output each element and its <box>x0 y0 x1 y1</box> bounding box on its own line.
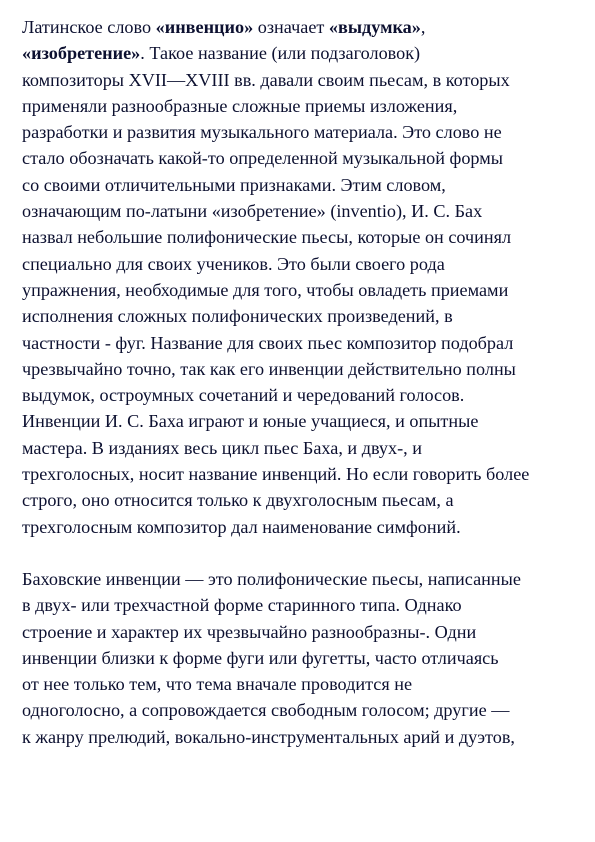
text-run: стало обозначать какой-то определенной музыкальной формы <box>22 148 503 169</box>
text-line <box>22 14 577 40</box>
bold-term: «изобретение» <box>22 43 141 64</box>
text-run: трехголосных, носит название инвенций. Но если говорить более <box>22 464 530 485</box>
text-run: чрезвычайно точно, так как его инвенции действительно полны <box>22 358 516 379</box>
bold-term: «выдумка» <box>328 17 421 37</box>
text-line <box>22 461 577 487</box>
text-run: выдумок, остроумных сочетаний и чередований голосов. <box>22 385 465 406</box>
paragraph-inventions-definition <box>22 14 577 540</box>
text-line <box>22 671 577 697</box>
text-run: композиторы XVII—XVIII вв. давали своим пьесам, в которых <box>22 69 510 90</box>
text-run: частности - фуг. Название для своих пьес композитор подобрал <box>22 332 514 353</box>
text-run: применяли разнообразные сложные приемы изложения, <box>22 95 458 116</box>
text-line <box>22 566 577 592</box>
text-run: специально для своих учеников. Это были своего рода <box>22 253 445 274</box>
text-run: исполнения сложных полифонических произведений, в <box>22 306 453 327</box>
document-page <box>22 14 577 750</box>
text-line <box>22 382 577 408</box>
text-line <box>22 67 577 93</box>
text-run: мастера. В изданиях весь цикл пьес Баха, и двух-, и <box>22 437 423 458</box>
text-run: Баховские инвенции — это полифонические пьесы, написанные <box>22 568 521 589</box>
text-run: Латинское слово <box>22 17 156 37</box>
text-line <box>22 277 577 303</box>
text-line <box>22 724 577 750</box>
paragraph-spacer <box>22 540 577 566</box>
text-line <box>22 224 577 250</box>
text-run: означающим по-латыни «изобретение» (inventio), И. С. Бах <box>22 201 483 222</box>
text-run: упражнения, необходимые для того, чтобы овладеть приемами <box>22 279 509 300</box>
text-run: одноголосно, а сопровождается свободным голосом; другие — <box>22 700 510 721</box>
bold-term: «инвенцио» <box>155 17 254 37</box>
text-run: , <box>420 17 426 37</box>
text-run: Инвенции И. С. Баха играют и юные учащиеся, и опытные <box>22 411 479 432</box>
text-run: разработки и развития музыкального материала. Это слово не <box>22 122 502 143</box>
text-run: назвал небольшие полифонические пьесы, которые он сочинял <box>22 227 512 248</box>
text-run: к жанру прелюдий, вокально-инструментальных арий и дуэтов, <box>22 726 515 747</box>
text-run: означает <box>253 17 329 37</box>
text-line <box>22 172 577 198</box>
text-line <box>22 619 577 645</box>
text-line <box>22 198 577 224</box>
text-run: . Такое название (или подзаголовок) <box>140 43 421 64</box>
text-line <box>22 119 577 145</box>
text-line <box>22 592 577 618</box>
text-run: строго, оно относится только к двухголосным пьесам, а <box>22 490 454 511</box>
text-line <box>22 408 577 434</box>
text-line <box>22 330 577 356</box>
text-line <box>22 514 577 540</box>
text-line <box>22 697 577 723</box>
text-line <box>22 40 577 66</box>
text-line <box>22 645 577 671</box>
text-line <box>22 435 577 461</box>
text-line <box>22 93 577 119</box>
text-run: от нее только тем, что тема вначале проводится не <box>22 674 413 695</box>
text-line <box>22 487 577 513</box>
text-line <box>22 251 577 277</box>
text-run: со своими отличительными признаками. Этим словом, <box>22 174 446 195</box>
text-run: строение и характер их чрезвычайно разнообразны-. Одни <box>22 621 477 642</box>
text-run: в двух- или трехчастной форме старинного типа. Однако <box>22 595 462 616</box>
text-run: инвенции близки к форме фуги или фугетты, часто отличаясь <box>22 647 499 668</box>
text-line <box>22 303 577 329</box>
text-line <box>22 356 577 382</box>
paragraph-bach-inventions-form <box>22 566 577 750</box>
text-line <box>22 145 577 171</box>
text-run: трехголосным композитор дал наименование симфоний. <box>22 516 461 537</box>
